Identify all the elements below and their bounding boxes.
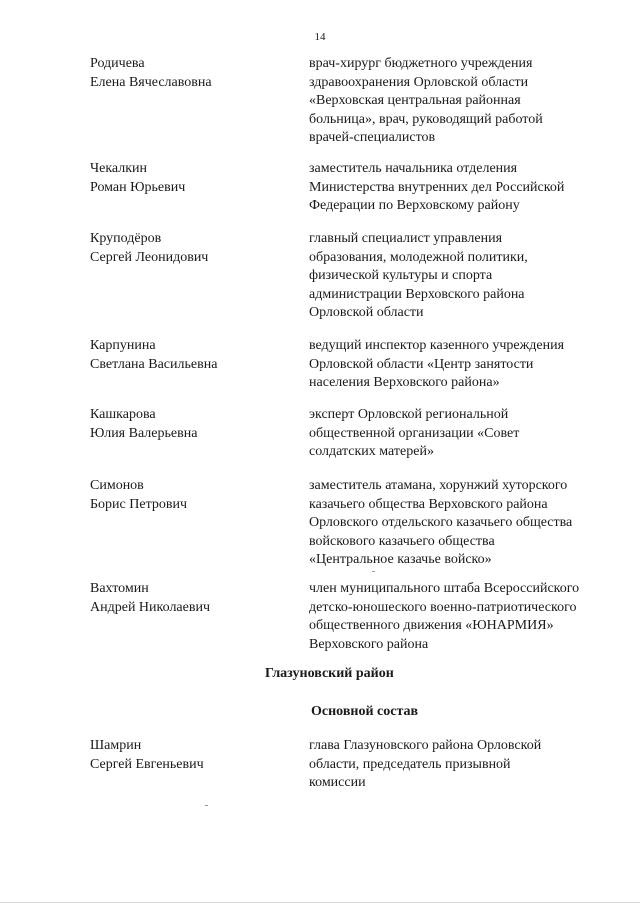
role-line: «Верховская центральная районная [309, 93, 521, 108]
role-line: больница», врач, руководящий работой [309, 111, 543, 127]
role-line: ведущий инспектор казенного учреждения [309, 338, 565, 353]
role-line: врач-хирург бюджетного учреждения [309, 56, 533, 71]
member-given-names: Роман Юрьевич [90, 179, 186, 195]
member-name [90, 337, 290, 374]
member-name [90, 737, 290, 774]
member-given-names: Андрей Николаевич [90, 599, 210, 615]
member-surname: Карпунина [90, 338, 156, 353]
member-name [90, 230, 290, 267]
member-role [309, 737, 619, 793]
role-line: заместитель начальника отделения [309, 161, 518, 176]
role-line: главный специалист управления [309, 231, 503, 246]
member-given-names: Светлана Васильевна [90, 356, 218, 372]
member-role [309, 160, 619, 216]
scan-edge-line [0, 902, 640, 903]
role-line: заместитель атамана, хорунжий хуторского [309, 478, 568, 493]
scan-speck [205, 805, 208, 806]
role-line: врачей-специалистов [309, 130, 436, 145]
member-surname: Круподёров [90, 231, 162, 246]
role-line: глава Глазуновского района Орловской [309, 738, 542, 753]
member-given-names: Сергей Леонидович [90, 249, 209, 265]
role-line: «Центральное казачье войско» [309, 552, 492, 567]
member-given-names: Сергей Евгеньевич [90, 756, 204, 772]
role-line: Верховского района [309, 636, 429, 652]
member-role [309, 55, 619, 148]
member-role [309, 230, 619, 323]
role-line: населения Верховского района» [309, 375, 500, 390]
member-surname: Вахтомин [90, 581, 149, 596]
role-line: Федерации по Верховскому району [309, 198, 520, 213]
member-role [309, 477, 619, 570]
role-line: эксперт Орловской региональной [309, 407, 509, 422]
role-line: администрации Верховского района [309, 286, 525, 302]
role-line: Орловской области «Центр занятости [309, 356, 534, 372]
role-line: общественного движения «ЮНАРМИЯ» [309, 618, 554, 633]
member-name [90, 580, 290, 617]
role-line: здравоохранения Орловской области [309, 74, 529, 90]
member-role [309, 580, 619, 654]
scan-speck [372, 571, 375, 572]
member-name [90, 477, 290, 514]
role-line: комиссии [309, 775, 366, 790]
page-number: 14 [314, 31, 326, 43]
role-line: солдатских матерей» [309, 444, 434, 459]
role-line: физической культуры и спорта [309, 268, 493, 283]
role-line: образования, молодежной политики, [309, 249, 528, 265]
member-surname: Шамрин [90, 738, 142, 753]
role-line: детско-юношеского военно-патриотического [309, 599, 577, 615]
member-name [90, 406, 290, 443]
role-line: член муниципального штаба Всероссийского [309, 581, 580, 596]
role-line: общественной организации «Совет [309, 425, 520, 441]
member-surname: Чекалкин [90, 161, 148, 176]
role-line: войскового казачьего общества [309, 533, 495, 549]
member-given-names: Борис Петрович [90, 496, 188, 512]
member-role [309, 406, 619, 462]
member-surname: Родичева [90, 56, 145, 71]
role-line: казачьего общества Верховского района [309, 496, 548, 512]
member-name [90, 55, 290, 92]
role-line: области, председатель призывной [309, 756, 511, 772]
member-given-names: Елена Вячеславовна [90, 74, 212, 90]
member-surname: Симонов [90, 478, 144, 493]
section-heading: Основной состав [311, 704, 419, 719]
member-role [309, 337, 619, 393]
member-surname: Кашкарова [90, 407, 156, 422]
role-line: Орловского отдельского казачьего общества [309, 515, 573, 530]
member-given-names: Юлия Валерьевна [90, 425, 198, 441]
district-heading: Глазуновский район [265, 666, 394, 681]
member-name [90, 160, 290, 197]
role-line: Министерства внутренних дел Российской [309, 179, 565, 195]
role-line: Орловской области [309, 305, 424, 320]
